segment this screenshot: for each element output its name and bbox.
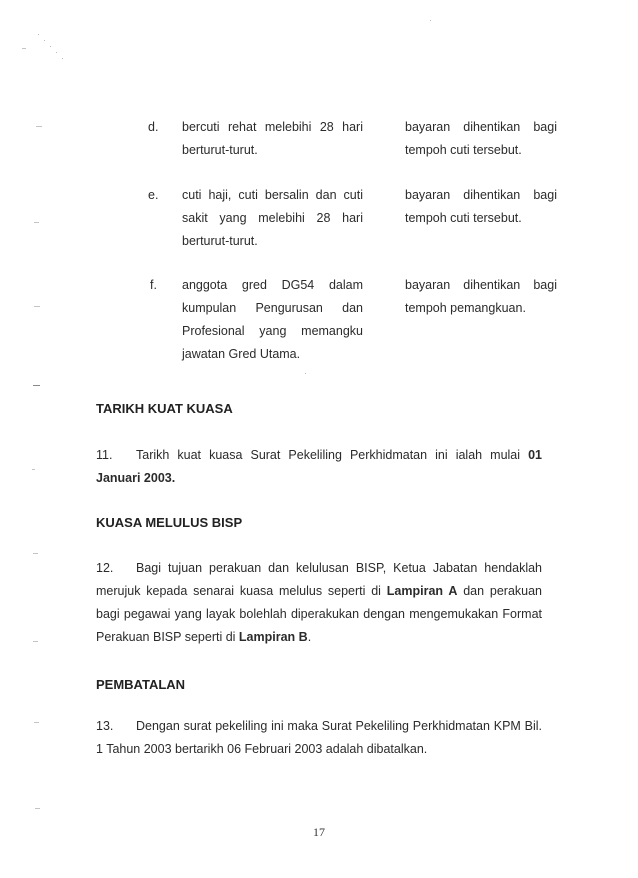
page-number: 17 [313, 825, 325, 839]
item-consequence [405, 116, 557, 162]
paragraph-number: 13. [96, 719, 114, 733]
paragraph-12 [96, 557, 542, 649]
paragraph-number: 12. [96, 561, 114, 575]
paragraph-line [136, 444, 542, 467]
bold-text-run: Lampiran A [386, 584, 458, 598]
scan-mark [62, 58, 63, 59]
bold-text-run: 01 [528, 448, 542, 462]
consequence-line: bayaran dihentikan bagi [405, 278, 557, 292]
condition-line: Profesional yang memangku [182, 324, 363, 338]
section-heading: TARIKH KUAT KUASA [96, 401, 233, 416]
consequence-line: tempoh cuti tersebut. [405, 143, 522, 157]
text-run: dan perakuan [463, 584, 542, 598]
bold-text-run: Lampiran B [238, 630, 308, 644]
scan-mark [44, 40, 45, 41]
scan-mark [32, 469, 35, 470]
paragraph-number: 11. [96, 448, 113, 462]
consequence-line: bayaran dihentikan bagi [405, 188, 557, 202]
section-heading: KUASA MELULUS BISP [96, 515, 243, 530]
condition-line: berturut-turut. [182, 234, 258, 248]
consequence-line: tempoh cuti tersebut. [405, 211, 522, 225]
text-run: . [307, 630, 312, 644]
paragraph-line [96, 580, 542, 603]
paragraph-first-line [96, 557, 542, 580]
consequence-line: bayaran dihentikan bagi [405, 120, 557, 134]
scan-mark [34, 222, 39, 223]
scan-mark [34, 306, 40, 307]
item-condition [182, 274, 363, 366]
paragraph-11 [96, 444, 542, 490]
item-consequence [405, 274, 557, 320]
condition-line: kumpulan Pengurusan dan [182, 301, 363, 315]
list-marker: e. [148, 188, 159, 202]
scan-mark [35, 808, 40, 809]
item-condition [182, 184, 363, 253]
scan-mark [56, 52, 57, 53]
text-run: 1 Tahun 2003 bertarikh 06 Februari 2003 adalah dibatalkan. [96, 742, 428, 756]
scan-mark [33, 385, 40, 386]
paragraph-line [96, 467, 542, 490]
paragraph-line [96, 603, 542, 626]
condition-line: cuti haji, cuti bersalin dan cuti [182, 188, 363, 202]
text-run: bagi pegawai yang layak bolehlah diperakukan dengan mengemukakan Format [96, 607, 542, 621]
paragraph-line [136, 715, 542, 738]
paragraph-line [96, 626, 542, 649]
paragraph-first-line [96, 444, 542, 467]
bold-text-run: Januari 2003. [96, 471, 176, 485]
text-run: Bagi tujuan perakuan dan kelulusan BISP, Ketua Jabatan hendaklah [136, 561, 542, 575]
consequence-line: tempoh pemangkuan. [405, 301, 526, 315]
paragraph-line [136, 557, 542, 580]
paragraph-first-line [96, 715, 542, 738]
scan-mark [34, 722, 39, 723]
section-heading: PEMBATALAN [96, 677, 186, 692]
list-marker: d. [148, 120, 159, 134]
condition-line: berturut-turut. [182, 143, 258, 157]
paragraph-13 [96, 715, 542, 761]
item-consequence [405, 184, 557, 230]
scan-mark [33, 553, 38, 554]
paragraph-line [96, 738, 542, 761]
scan-mark [36, 126, 42, 127]
scan-mark [430, 20, 431, 21]
scan-mark [33, 641, 38, 642]
list-marker: f. [150, 278, 157, 292]
scan-mark [38, 34, 39, 35]
text-run: Tarikh kuat kuasa Surat Pekeliling Perkhidmatan ini ialah mulai [136, 448, 521, 462]
text-run: Perakuan BISP seperti di [96, 630, 236, 644]
condition-line: bercuti rehat melebihi 28 hari [182, 120, 363, 134]
condition-line: anggota gred DG54 dalam [182, 278, 363, 292]
scan-mark [22, 48, 26, 49]
condition-line: sakit yang melebihi 28 hari [182, 211, 363, 225]
scan-mark [50, 46, 51, 47]
item-condition [182, 116, 363, 162]
scan-mark [305, 373, 306, 374]
text-run: Dengan surat pekeliling ini maka Surat Pekeliling Perkhidmatan KPM Bil. [136, 719, 542, 733]
condition-line: jawatan Gred Utama. [182, 347, 301, 361]
text-run: merujuk kepada senarai kuasa melulus seperti di [96, 584, 381, 598]
